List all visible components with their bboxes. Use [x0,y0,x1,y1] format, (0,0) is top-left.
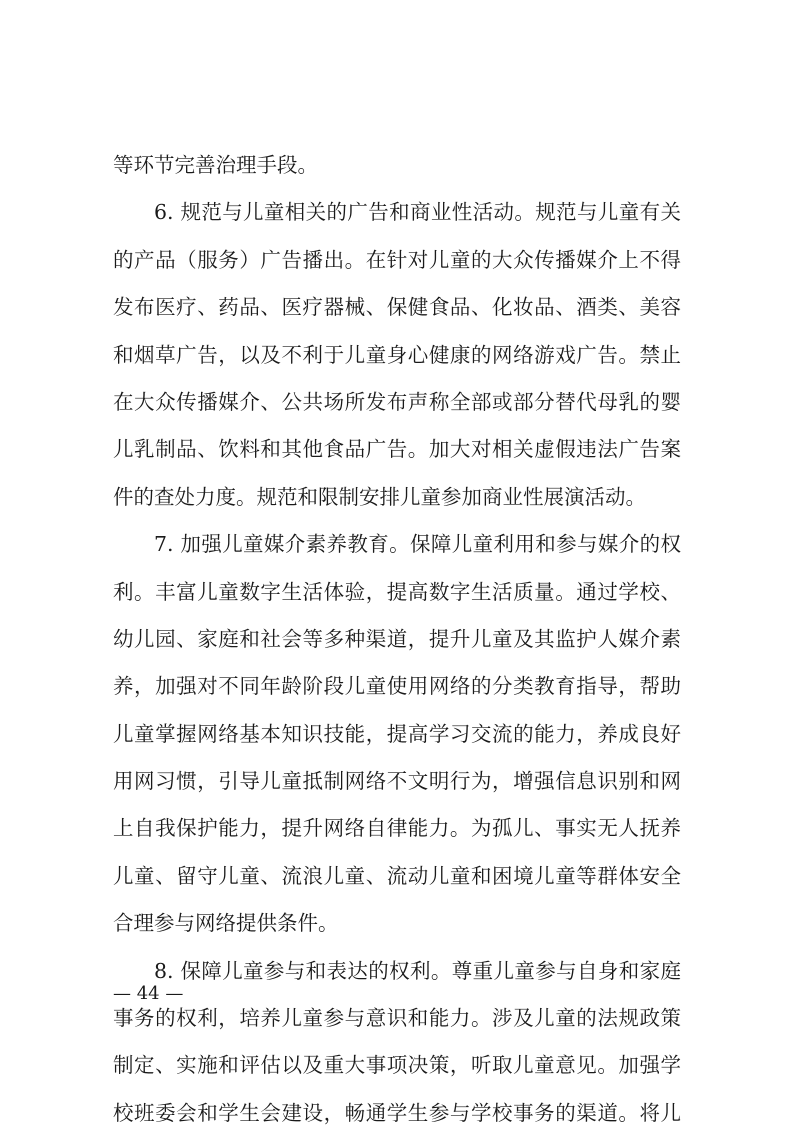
text-line: 上自我保护能力，提升网络自律能力。为孤儿、事实无人抚养 [113,816,681,841]
text-line: 等环节完善治理手段。 [113,153,318,177]
page-number: — 44 — [113,983,184,1004]
text-line: 8. 保障儿童参与和表达的权利。尊重儿童参与自身和家庭 [154,958,681,983]
text-line: 合理参与网络提供条件。 [113,911,339,936]
text-line: 养，加强对不同年龄阶段儿童使用网络的分类教育指导，帮助 [113,674,681,699]
text-line: 用网习惯，引导儿童抵制网络不文明行为，增强信息识别和网 [113,769,681,794]
text-line: 件的查处力度。规范和限制安排儿童参加商业性展演活动。 [113,484,646,509]
text-line: 幼儿园、家庭和社会等多种渠道，提升儿童及其监护人媒介素 [113,626,681,651]
text-line: 儿童、留守儿童、流浪儿童、流动儿童和困境儿童等群体安全 [113,863,681,888]
text-line: 儿乳制品、饮料和其他食品广告。加大对相关虚假违法广告案 [113,437,681,462]
text-line: 儿童掌握网络基本知识技能，提高学习交流的能力，养成良好 [113,721,681,746]
text-line: 制定、实施和评估以及重大事项决策，听取儿童意见。加强学 [113,1053,681,1078]
text-line: 和烟草广告，以及不利于儿童身心健康的网络游戏广告。禁止 [113,342,681,367]
text-line: 利。丰富儿童数字生活体验，提高数字生活质量。通过学校、 [113,579,681,604]
text-line: 事务的权利，培养儿童参与意识和能力。涉及儿童的法规政策 [113,1006,681,1031]
text-line: 校班委会和学生会建设，畅通学生参与学校事务的渠道。将儿 [113,1100,681,1125]
text-line: 发布医疗、药品、医疗器械、保健食品、化妆品、酒类、美容 [113,295,681,320]
body-text [113,142,681,1137]
text-line: 在大众传播媒介、公共场所发布声称全部或部分替代母乳的婴 [113,389,681,414]
text-line: 6. 规范与儿童相关的广告和商业性活动。规范与儿童有关 [154,200,681,225]
text-line: 的产品（服务）广告播出。在针对儿童的大众传播媒介上不得 [113,247,681,272]
text-line: 7. 加强儿童媒介素养教育。保障儿童利用和参与媒介的权 [154,532,681,557]
